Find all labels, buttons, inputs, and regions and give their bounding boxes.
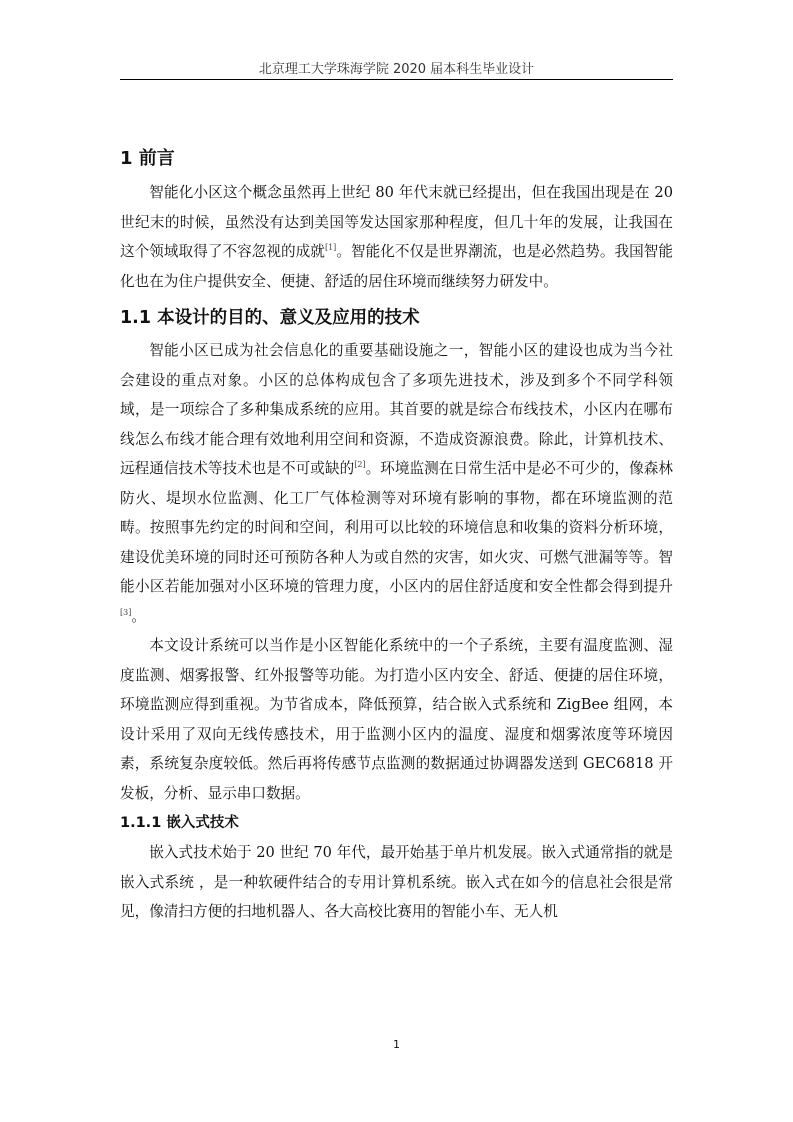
page-body — [120, 140, 673, 927]
citation-2: [2] — [354, 460, 366, 470]
section-1-1-text-a: 智能小区已成为社会信息化的重要基础设施之一，智能小区的建设也成为当今社会建设的重点对象。小区的总体构成包含了多项先进技术，涉及到多个不同学科领域，是一项综合了多种集成系统的应用。其首要的就是综合布线技术，小区内在哪布线怎么布线才能合理有效地利用空间和资源，不造成资源浪费。除此，计算机技术、远程通信技术等技术也是不可或缺的 — [120, 342, 673, 477]
citation-1: [1] — [324, 243, 337, 253]
section-1-1-1-paragraph-1: 嵌入式技术始于 20 世纪 70 年代，最开始基于单片机发展。嵌入式通常指的就是嵌入式系统 ，是一种软硬件结合的专用计算机系统。嵌入式在如今的信息社会很是常见，像清扫方便的扫地机器人、各大高校比赛用的智能小车、无人机 — [120, 844, 673, 920]
section-1-1-text-b: 。环境监测在日常生活中是必不可少的，像森林防火、堤坝水位监测、化工厂气体检测等对环境有影响的事物，都在环境监测的范畴。按照事先约定的时间和空间，利用可以比较的环境信息和收集的资料分析环境，建设优美环境的同时还可预防各种人为或自然的灾害，如火灾、可燃气泄漏等等。智能小区若能加强对小区环境的管理力度，小区内的居住舒适度和安全性都会得到提升 — [120, 460, 673, 595]
intro-text-a: 智能化小区这个概念虽然再上世纪 80 年代末就已经提出，但在我国出现是在 20 世纪末的时候，虽然没有达到美国等发达国家那种程度，但几十年的发展，让我国在这个领域取得了不容忽视的成就 — [120, 184, 673, 260]
header-rule — [120, 79, 673, 80]
section-1-1-paragraph-1 — [120, 336, 673, 631]
intro-paragraph — [120, 178, 673, 296]
section-1-1-1-title: 1.1.1 嵌入式技术 — [120, 815, 239, 831]
page-number: 1 — [393, 1038, 400, 1051]
section-1-1-title: 1.1 本设计的目的、意义及应用的技术 — [120, 308, 420, 328]
section-1-1-text-c: 。 — [131, 607, 146, 625]
intro-text-b: 。智能化不仅是世界潮流，也是必然趋势。我国智能化也在为住户提供安全、便捷、舒适的居住环境而继续努力研发中。 — [120, 243, 673, 290]
running-header: 北京理工大学珠海学院 2020 届本科生毕业设计 — [258, 62, 535, 77]
chapter-title: 1 前言 — [120, 148, 175, 169]
citation-3: [3] — [120, 607, 132, 617]
section-1-1-paragraph-2: 本文设计系统可以当作是小区智能化系统中的一个子系统，主要有温度监测、湿度监测、烟雾报警、红外报警等功能。为打造小区内安全、舒适、便捷的居住环境，环境监测应得到重视。为节省成本，降低预算，结合嵌入式系统和 ZigBee 组网，本设计采用了双向无线传感技术，用于监测小区内的温度、湿度和烟雾浓度等环境因素，系统复杂度较低。然后再将传感节点监测的数据通过协调器发送到 GEC6818 开发板，分析、显示串口数据。 — [120, 637, 673, 802]
